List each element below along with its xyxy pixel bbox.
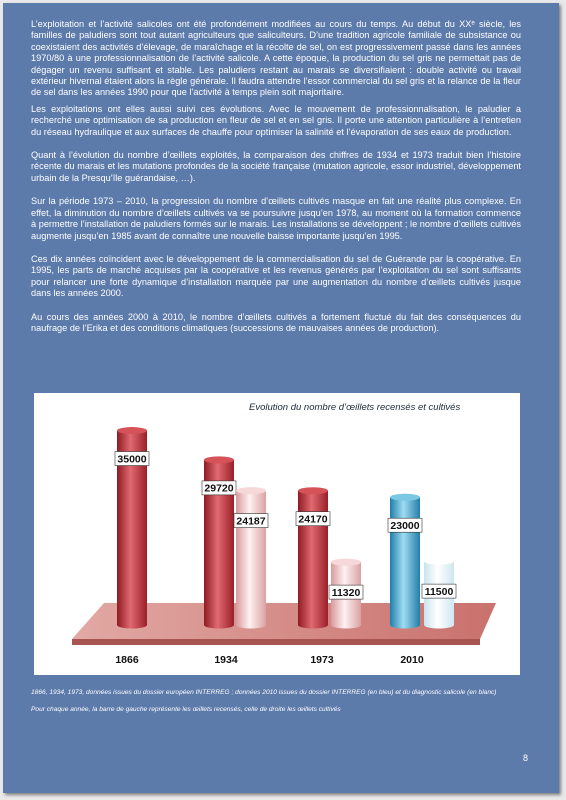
document-page bbox=[3, 3, 559, 793]
bar-1934-cultives-body bbox=[236, 491, 266, 625]
chart-canvas bbox=[34, 393, 520, 675]
bar-1973-cultives-cap bbox=[331, 559, 361, 566]
bar-1973-recenses-body bbox=[298, 491, 328, 625]
bar-1973-recenses bbox=[298, 487, 328, 628]
body-text bbox=[31, 19, 521, 346]
bar-1934-cultives bbox=[236, 487, 266, 628]
data-label-1973-cultives: 11320 bbox=[331, 586, 361, 599]
bar-1934-cultives-cap bbox=[236, 487, 266, 494]
bar-1934-recenses-base bbox=[204, 622, 234, 629]
data-label-2010-recenses: 23000 bbox=[390, 520, 420, 533]
data-label-1934-cultives: 24187 bbox=[236, 515, 266, 528]
paragraph-2: Les exploitations ont elles aussi suivi ces évolutions. Avec le mouvement de professionnalisation, le paludier a recherché une optimisation de sa production en fleur de sel et en sel gris. Il porte une attention particulière à l’entretien du réseau hydraulique et aux surfaces de chauffe pour optimiser la salinité et l’évaporation de ses eaux de production. bbox=[31, 103, 521, 137]
bar-1973-cultives-base bbox=[331, 622, 361, 629]
data-label-1934-recenses: 29720 bbox=[204, 482, 234, 495]
category-label-1973: 1973 bbox=[310, 654, 334, 666]
bar-2010-recenses-base bbox=[390, 622, 420, 629]
bar-1934-recenses-cap bbox=[204, 456, 234, 463]
paragraph-4: Sur la période 1973 – 2010, la progression du nombre d’œillets cultivés masque en fait une réalité plus complexe. En effet, la diminution du nombre d’œillets cultivés va se poursuivre jusqu’en 1978, au moment où la formation commence à permettre l’installation de paludiers formés sur le marais. Les installations se développent ; le nombre d’œillets cultivés augmente jusqu’en 1985 avant de connaître une nouvelle baisse importante jusqu’en 1995. bbox=[31, 196, 521, 241]
page-number: 8 bbox=[523, 753, 529, 763]
data-label-1973-recenses: 24170 bbox=[298, 513, 328, 526]
bar-1973-recenses-base bbox=[298, 622, 328, 629]
paragraph-1: L’exploitation et l’activité salicoles ont été profondément modifiées au cours du temps. Au début du XXᵉ siècle, les familles de paludiers sont tout autant agriculteurs que saliculteurs. D’une tradition agricole familiale de subsistance ou coexistaient des activités d’élevage, de maraîchage et la récolte de sel, on est progressivement passé dans les années 1970/80 à une professionnalisation de l’activité salicole. A cette époque, la production du sel gris ne permettait pas de dégager un revenu suffisant et stable. Les paludiers restant au marais se diversifiaient : double activité ou travail extérieur hivernal étaient alors la règle générale. Il faudra attendre l’essor commercial du sel gris et la relance de la fleur de sel dans les années 1990 pour que l’activité à temps plein soit majoritaire. bbox=[31, 19, 521, 98]
bar-1934-cultives-base bbox=[236, 622, 266, 629]
bar-1866-recenses-base bbox=[117, 622, 147, 629]
category-label-2010: 2010 bbox=[400, 654, 424, 666]
paragraph-6: Au cours des années 2000 à 2010, le nombre d’œillets cultivés a fortement fluctué du fait des conséquences du naufrage de l’Erika et des conditions climatiques (successions de mauvaises années de production). bbox=[31, 311, 521, 333]
paragraph-5: Ces dix années coïncident avec le développement de la commercialisation du sel de Guérande par la coopérative. En 1995, les parts de marché acquises par la coopérative et les revenus générés par l’exploitation du sel sont suffisants pour relancer une forte dynamique d’installation marquée par une augmentation du nombre d’œillets cultivés jusque dans les années 2000. bbox=[31, 253, 521, 299]
chart-caption-source: 1866, 1934, 1973, données issues du dossier européen INTERREG ; données 2010 issues du dossier INTERREG (en bleu) et du diagnostic salicole (en blanc) bbox=[31, 689, 497, 696]
chart-caption-legend: Pour chaque année, la barre de gauche représente les œillets recensés, celle de droite les œillets cultivés bbox=[31, 706, 341, 713]
bar-2010-recenses bbox=[390, 494, 420, 629]
chart-floor-edge bbox=[72, 639, 480, 645]
chart-title: Evolution du nombre d’œillets recensés et cultivés bbox=[249, 402, 461, 413]
category-label-1866: 1866 bbox=[115, 654, 139, 666]
bar-2010-cultives-base bbox=[424, 622, 454, 629]
category-label-1934: 1934 bbox=[214, 654, 238, 666]
bar-1866-recenses-cap bbox=[117, 427, 147, 434]
bar-2010-recenses-cap bbox=[390, 494, 420, 501]
bar-chart bbox=[34, 393, 520, 675]
bar-1973-recenses-cap bbox=[298, 487, 328, 494]
data-label-1866-recenses: 35000 bbox=[117, 453, 147, 466]
data-label-2010-cultives: 11500 bbox=[424, 585, 454, 598]
paragraph-3: Quant à l’évolution du nombre d’œillets exploités, la comparaison des chiffres de 1934 et 1973 traduit bien l’histoire récente du marais et les mutations profondes de la société française (mutation agricole, essor industriel, développement urbain de la Presqu’île guérandaise, …). bbox=[31, 150, 521, 183]
bar-2010-recenses-body bbox=[390, 497, 420, 625]
bar-2010-cultives-cap bbox=[424, 558, 454, 565]
